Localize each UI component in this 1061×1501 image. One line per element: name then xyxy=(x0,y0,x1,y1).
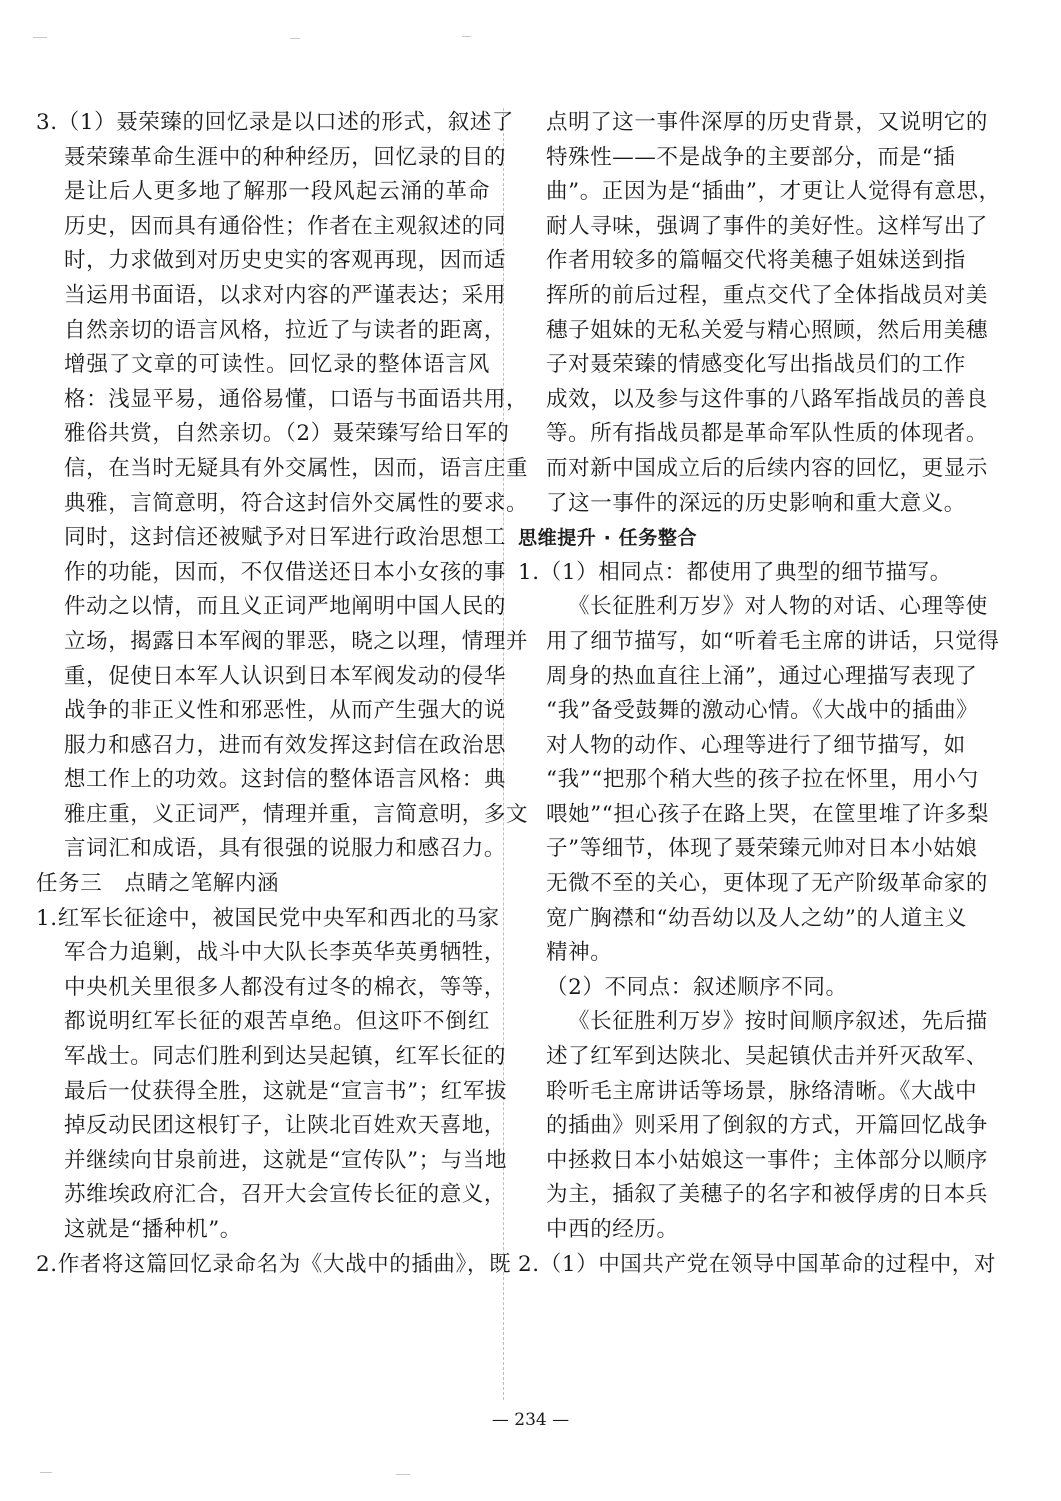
text-line: 中拯救日本小姑娘这一事件；主体部分以顺序 xyxy=(546,1147,989,1173)
text-line: 点明了这一事件深厚的历史背景，又说明它的 xyxy=(546,110,989,135)
text-line: 周身的热血直往上涌”，通过心理描写表现了 xyxy=(546,663,978,689)
text-line: 时，力求做到对历史史实的客观再现，因而适 xyxy=(64,248,507,274)
similarity-point: 1.（1）相同点：都使用了典型的细节描写。 xyxy=(518,559,952,585)
text-line: 1.红军长征途中，被国民党中央军和西北的马家 xyxy=(36,905,500,931)
text-line: 这就是“播种机”。 xyxy=(64,1217,242,1242)
text-line: 子对聂荣臻的情感变化写出指战员们的工作 xyxy=(546,352,966,378)
text-line: 了这一事件的深远的历史影响和重大意义。 xyxy=(546,490,966,516)
text-line: 想工作上的功效。这封信的整体语言风格：典 xyxy=(64,767,507,793)
text-line: 言词汇和成语，具有很强的说服力和感召力。 xyxy=(64,836,507,862)
text-line: 掉反动民团这根钉子，让陕北百姓欢天喜地， xyxy=(64,1113,507,1139)
right-column xyxy=(518,106,1001,1282)
text-line: “我”“把那个稍大些的孩子拉在怀里，用小勺 xyxy=(546,767,979,793)
text-line: 喂她”“担心孩子在路上哭，在筐里堆了许多梨 xyxy=(546,801,990,827)
answer-2-first-line: 2.作者将这篇回忆录命名为《大战中的插曲》，既 xyxy=(36,1251,512,1277)
text-line: 为主，插叙了美穗子的名字和被俘虏的日本兵 xyxy=(546,1182,989,1208)
text-line: 《长征胜利万岁》对人物的对话、心理等使 xyxy=(568,594,988,620)
text-line: 军合力追剿，战斗中大队长李英华英勇牺牲， xyxy=(64,940,507,966)
text-line: 典雅，言简意明，符合这封信外交属性的要求。 xyxy=(64,490,529,516)
text-line: 耐人寻味，强调了事件的美好性。这样写出了 xyxy=(546,213,989,239)
answer-2-continuation xyxy=(518,106,1001,521)
text-line: 当运用书面语，以求对内容的严谨表达；采用 xyxy=(64,282,507,308)
text-line: 《长征胜利万岁》按时间顺序叙述，先后描 xyxy=(568,1009,988,1035)
text-line: 作的功能，因而，不仅借送还日本小女孩的事 xyxy=(64,559,507,585)
text-line: 中西的经历。 xyxy=(546,1217,679,1242)
text-line: 宽广胸襟和“幼吾幼以及人之幼”的人道主义 xyxy=(546,905,967,931)
difference-paragraph xyxy=(518,1005,989,1247)
text-line: 而对新中国成立后的后续内容的回忆，更显示 xyxy=(546,455,989,481)
similarity-paragraph xyxy=(518,590,1000,971)
left-column xyxy=(36,106,529,1282)
text-line: 作者用较多的篇幅交代将美穗子姐妹送到指 xyxy=(546,248,966,274)
text-line: 用了细节描写，如“听着毛主席的讲话，只觉得 xyxy=(546,628,1000,654)
section-heading: 思维提升 · 任务整合 xyxy=(518,527,698,550)
crop-mark xyxy=(290,38,300,39)
difference-point: （2）不同点：叙述顺序不同。 xyxy=(546,974,848,1000)
text-line: 聂荣臻革命生涯中的种种经历，回忆录的目的 xyxy=(64,144,507,170)
text-line: 聆听毛主席讲话等场景，脉络清晰。《大战中 xyxy=(546,1078,978,1104)
text-line: 同时，这封信还被赋予对日军进行政治思想工 xyxy=(64,525,507,551)
text-line: “我”备受鼓舞的激动心情。《大战中的插曲》 xyxy=(546,698,979,724)
text-line: 等。所有指战员都是革命军队性质的体现者。 xyxy=(546,421,989,447)
text-line: 雅俗共赏，自然亲切。（2）聂荣臻写给日军的 xyxy=(64,421,510,447)
page-number: — 234 — xyxy=(491,1410,570,1430)
text-line: 中央机关里很多人都没有过冬的棉衣，等等， xyxy=(64,974,507,1000)
text-line: 精神。 xyxy=(546,940,613,966)
crop-mark xyxy=(40,1472,52,1473)
text-line: 雅庄重，义正词严，情理并重，言简意明，多文 xyxy=(64,801,529,827)
text-line: 信，在当时无疑具有外交属性，因而，语言庄重 xyxy=(64,455,529,481)
crop-mark xyxy=(462,36,471,37)
text-line: 成效，以及参与这件事的八路军指战员的善良 xyxy=(546,386,989,412)
answer-2-sub1-first-line: 2.（1）中国共产党在领导中国革命的过程中，对 xyxy=(518,1251,996,1277)
text-line: 述了红军到达陕北、吴起镇伏击并歼灭敌军、 xyxy=(546,1044,989,1070)
text-line: 增强了文章的可读性。回忆录的整体语言风 xyxy=(64,352,490,378)
text-line: 重，促使日本军人认识到日本军阀发动的侵华 xyxy=(64,663,507,689)
text-line: 苏维埃政府汇合，召开大会宣传长征的意义， xyxy=(64,1182,507,1208)
text-line: 挥所的前后过程，重点交代了全体指战员对美 xyxy=(546,282,989,308)
answer-3-paragraph xyxy=(36,106,529,867)
task-3-heading: 任务三 点睛之笔解内涵 xyxy=(36,871,280,897)
text-line: 穗子姐妹的无私关爱与精心照顾，然后用美穗 xyxy=(546,317,989,343)
text-line: 对人物的动作、心理等进行了细节描写，如 xyxy=(546,732,966,758)
text-line: 最后一仗获得全胜，这就是“宣言书”；红军拔 xyxy=(64,1078,508,1104)
crop-mark xyxy=(33,37,47,38)
text-line: 无微不至的关心，更体现了无产阶级革命家的 xyxy=(546,871,989,897)
text-line: 格：浅显平易，通俗易懂，口语与书面语共用， xyxy=(64,386,529,412)
text-line: 曲”。正因为是“插曲”，才更让人觉得有意思， xyxy=(546,179,1001,205)
text-line: 战争的非正义性和邪恶性，从而产生强大的说 xyxy=(64,698,507,724)
text-line: 自然亲切的语言风格，拉近了与读者的距离， xyxy=(64,317,507,343)
text-line: 立场，揭露日本军阀的罪恶，晓之以理，情理并 xyxy=(64,628,529,654)
crop-mark xyxy=(396,1474,410,1475)
text-line: 服力和感召力，进而有效发挥这封信在政治思 xyxy=(64,732,507,758)
text-line: 的插曲》则采用了倒叙的方式，开篇回忆战争 xyxy=(546,1113,989,1139)
text-line: 都说明红军长征的艰苦卓绝。但这吓不倒红 xyxy=(64,1009,490,1035)
text-line: 军战士。同志们胜利到达吴起镇，红军长征的 xyxy=(64,1044,507,1070)
text-line: 并继续向甘泉前进，这就是“宣传队”；与当地 xyxy=(64,1147,508,1173)
text-line: 子”等细节，体现了聂荣臻元帅对日本小姑娘 xyxy=(546,836,978,862)
text-line: 件动之以情，而且义正词严地阐明中国人民的 xyxy=(64,594,507,620)
text-line: 历史，因而具有通俗性；作者在主观叙述的同 xyxy=(64,213,507,239)
text-line: 特殊性——不是战争的主要部分，而是“插 xyxy=(546,144,956,170)
text-line: 3.（1）聂荣臻的回忆录是以口述的形式，叙述了 xyxy=(36,110,514,135)
answer-1-paragraph xyxy=(36,902,508,1248)
text-line: 是让后人更多地了解那一段风起云涌的革命 xyxy=(64,179,490,205)
